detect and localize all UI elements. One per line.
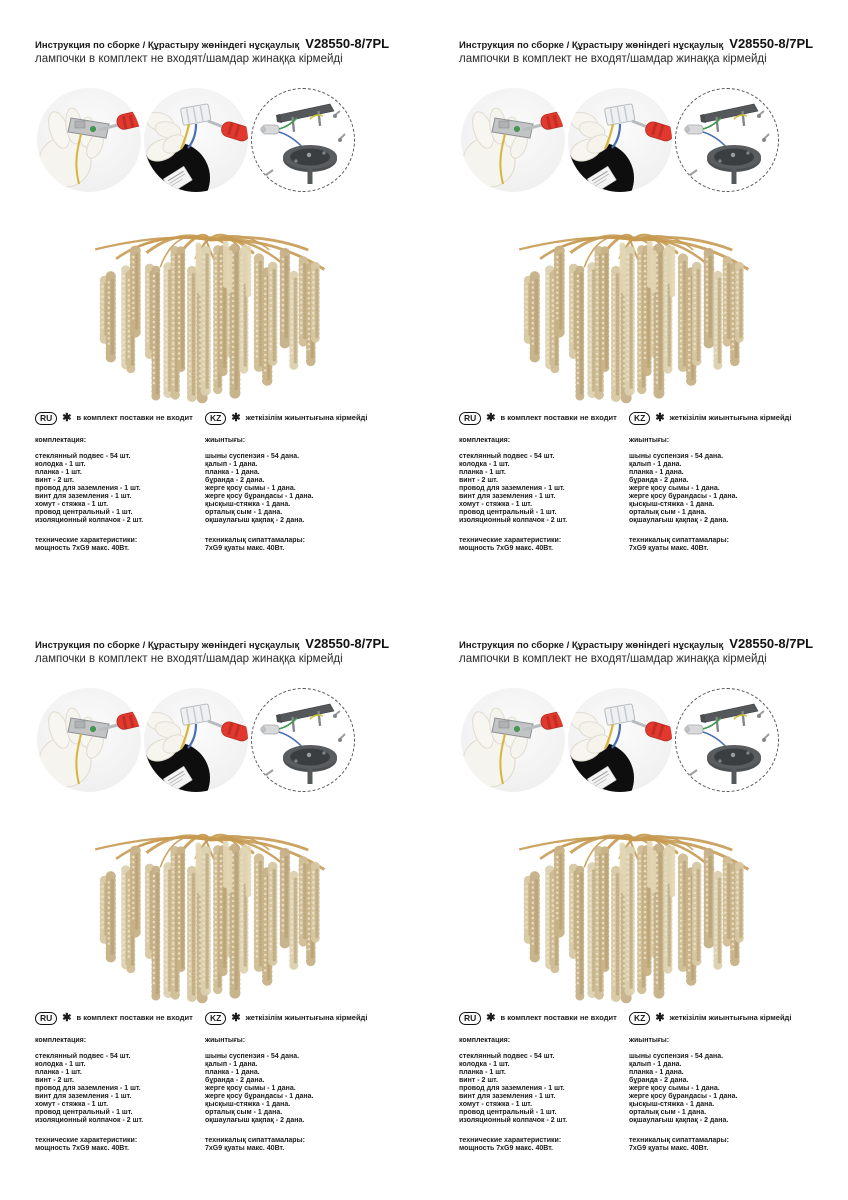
list-item: шыны суспензия - 54 дана.	[629, 1053, 724, 1060]
list-item: оқшаулағыш қақпақ - 2 дана.	[629, 517, 729, 524]
chandelier-product-image	[514, 208, 758, 404]
ru-column	[35, 412, 205, 553]
assembly-step-photo-2	[568, 688, 672, 792]
asterisk-icon: ✱	[655, 1012, 665, 1024]
chandelier-illustration	[514, 208, 758, 404]
list-item: жерге қосу сымы - 1 дана.	[629, 1085, 720, 1092]
list-item: изоляционный колпачок - 2 шт.	[459, 517, 568, 524]
kz-not-included-note: жеткізілім жиынтығына кірмейді	[245, 413, 368, 422]
list-item: хомут - стяжка - 1 шт.	[35, 501, 109, 508]
list-item: қысқыш-стяжка - 1 дана.	[629, 501, 715, 508]
kz-list-title: жиынтығы:	[629, 437, 670, 444]
model-number: V28550-8/7PL	[729, 36, 814, 51]
canopy-cup-icon	[283, 145, 337, 184]
list-item: хомут - стяжка - 1 шт.	[459, 501, 533, 508]
screwdriver-icon	[523, 110, 565, 131]
list-item: провод для заземления - 1 шт.	[459, 485, 565, 492]
list-item: провод центральный - 1 шт.	[459, 509, 557, 516]
list-item: изоляционный колпачок - 2 шт.	[35, 1117, 144, 1124]
list-item: изоляционный колпачок - 2 шт.	[459, 1117, 568, 1124]
list-item: винт для заземления - 1 шт.	[459, 493, 556, 500]
sheet-subtitle: лампочки в комплект не входят/шамдар жинаққа кірмейді	[35, 53, 343, 65]
list-item: хомут - стяжка - 1 шт.	[35, 1101, 109, 1108]
model-number: V28550-8/7PL	[305, 36, 390, 51]
screwdriver-icon	[208, 120, 248, 143]
mounting-diagram	[251, 688, 355, 792]
canopy-cup-icon	[707, 145, 761, 184]
sheet-header	[459, 636, 842, 665]
step2-illustration	[568, 88, 672, 192]
sheet-title: Инструкция по сборке / Құрастыру жөніндегі нұсқаулық	[459, 640, 724, 651]
terminal-block-icon	[604, 104, 635, 126]
parts-lists	[459, 1012, 840, 1153]
list-item: қалып - 1 дана.	[629, 461, 682, 468]
mounting-diagram-illustration	[676, 89, 778, 191]
list-item: шыны суспензия - 54 дана.	[205, 453, 300, 460]
asterisk-icon: ✱	[655, 412, 665, 424]
mounting-diagram	[251, 88, 355, 192]
instruction-sheet	[424, 600, 848, 1200]
screwdriver-icon	[99, 710, 141, 731]
assembly-step-photo-2	[144, 88, 248, 192]
sheet-subtitle: лампочки в комплект не входят/шамдар жинаққа кірмейді	[35, 653, 343, 665]
list-item: колодка - 1 шт.	[35, 1061, 86, 1068]
ru-column	[35, 1012, 205, 1153]
mounting-diagram	[675, 688, 779, 792]
ru-column-header	[35, 1012, 205, 1024]
screwdriver-icon	[632, 720, 672, 743]
step1-illustration	[37, 688, 141, 792]
ru-list-title: комплектация:	[459, 1037, 511, 1044]
ru-parts-list	[459, 453, 629, 525]
list-item: жерге қосу сымы - 1 дана.	[205, 485, 296, 492]
kz-not-included-note: жеткізілім жиынтығына кірмейді	[669, 1013, 792, 1022]
parts-lists	[459, 412, 840, 553]
kz-parts-list	[629, 453, 840, 525]
list-item: стеклянный подвес - 54 шт.	[35, 453, 131, 460]
ru-not-included-note: в комплект поставки не входит	[500, 413, 617, 422]
assembly-step-photo-1	[461, 88, 565, 192]
mounting-bar-icon	[700, 104, 758, 132]
kz-parts-list	[629, 1053, 840, 1125]
sheet-title-line	[35, 36, 418, 51]
terminal-block-icon	[604, 704, 635, 726]
model-number: V28550-8/7PL	[305, 636, 390, 651]
list-item: провод для заземления - 1 шт.	[35, 1085, 141, 1092]
ru-specs-value: мощность 7xG9 макс. 40Вт.	[35, 545, 129, 552]
kz-specs-value: 7xG9 қуаты макс. 40Вт.	[629, 1145, 709, 1152]
ru-column-header	[459, 412, 629, 424]
list-item: стеклянный подвес - 54 шт.	[35, 1053, 131, 1060]
list-item: стеклянный подвес - 54 шт.	[459, 453, 555, 460]
kz-column-header	[629, 412, 840, 424]
parts-lists	[35, 412, 416, 553]
list-item: оқшаулағыш қақпақ - 2 дана.	[629, 1117, 729, 1124]
asterisk-icon: ✱	[486, 1012, 496, 1024]
chandelier-product-image	[514, 808, 758, 1004]
chandelier-illustration	[90, 208, 334, 404]
list-item: провод для заземления - 1 шт.	[459, 1085, 565, 1092]
chandelier-product-image	[90, 808, 334, 1004]
chandelier-product-image	[90, 208, 334, 404]
assembly-steps-row	[461, 688, 779, 792]
list-item: хомут - стяжка - 1 шт.	[459, 1101, 533, 1108]
list-item: орталық сым - 1 дана.	[629, 1109, 707, 1116]
assembly-steps-row	[37, 688, 355, 792]
ru-badge: RU	[459, 412, 481, 425]
mounting-bar-icon	[700, 704, 758, 732]
mounting-diagram-illustration	[252, 689, 354, 791]
ru-not-included-note: в комплект поставки не входит	[76, 413, 193, 422]
ru-parts-list	[35, 453, 205, 525]
list-item: стеклянный подвес - 54 шт.	[459, 1053, 555, 1060]
ru-list-title: комплектация:	[459, 437, 511, 444]
kz-column	[629, 412, 840, 553]
terminal-block-icon	[685, 125, 703, 134]
list-item: қалып - 1 дана.	[205, 1061, 258, 1068]
assembly-step-photo-2	[568, 88, 672, 192]
ru-parts-list	[459, 1053, 629, 1125]
kz-specs-title: техникалық сипаттамалары:	[205, 1137, 305, 1144]
ru-specs-value: мощность 7xG9 макс. 40Вт.	[35, 1145, 129, 1152]
ru-column-header	[35, 412, 205, 424]
canopy-cup-icon	[707, 745, 761, 784]
kz-badge: KZ	[629, 1012, 650, 1025]
kz-badge: KZ	[629, 412, 650, 425]
list-item: шыны суспензия - 54 дана.	[205, 1053, 300, 1060]
list-item: колодка - 1 шт.	[35, 461, 86, 468]
asterisk-icon: ✱	[486, 412, 496, 424]
ru-column	[459, 1012, 629, 1153]
list-item: провод центральный - 1 шт.	[459, 1109, 557, 1116]
terminal-block-icon	[261, 725, 279, 734]
sheet-header	[35, 36, 418, 65]
list-item: қысқыш-стяжка - 1 дана.	[205, 1101, 291, 1108]
sheet-title: Инструкция по сборке / Құрастыру жөніндегі нұсқаулық	[35, 40, 300, 51]
list-item: жерге қосу бұрандасы - 1 дана.	[205, 1093, 314, 1100]
list-item: изоляционный колпачок - 2 шт.	[35, 517, 144, 524]
ru-specs-value: мощность 7xG9 макс. 40Вт.	[459, 1145, 553, 1152]
ru-badge: RU	[35, 412, 57, 425]
list-item: қалып - 1 дана.	[205, 461, 258, 468]
kz-specs-title: техникалық сипаттамалары:	[629, 537, 729, 544]
mounting-bar-icon	[276, 704, 334, 732]
sheet-subtitle: лампочки в комплект не входят/шамдар жинаққа кірмейді	[459, 53, 767, 65]
list-item: бұранда - 2 дана.	[629, 1077, 689, 1084]
list-item: планка - 1 шт.	[35, 469, 82, 476]
assembly-steps-row	[461, 88, 779, 192]
list-item: винт для заземления - 1 шт.	[35, 1093, 132, 1100]
list-item: провод центральный - 1 шт.	[35, 509, 133, 516]
kz-list-title: жиынтығы:	[205, 1037, 246, 1044]
list-item: планка - 1 шт.	[35, 1069, 82, 1076]
kz-specs-value: 7xG9 қуаты макс. 40Вт.	[629, 545, 709, 552]
asterisk-icon: ✱	[62, 412, 72, 424]
canopy-cup-icon	[283, 745, 337, 784]
list-item: оқшаулағыш қақпақ - 2 дана.	[205, 517, 305, 524]
kz-list-title: жиынтығы:	[205, 437, 246, 444]
assembly-step-photo-1	[461, 688, 565, 792]
list-item: винт для заземления - 1 шт.	[459, 1093, 556, 1100]
list-item: орталық сым - 1 дана.	[629, 509, 707, 516]
assembly-step-photo-2	[144, 688, 248, 792]
list-item: планка - 1 дана.	[205, 469, 260, 476]
terminal-block-icon	[180, 704, 211, 726]
list-item: орталық сым - 1 дана.	[205, 509, 283, 516]
list-item: қалып - 1 дана.	[629, 1061, 682, 1068]
assembly-steps-row	[37, 88, 355, 192]
list-item: бұранда - 2 дана.	[205, 477, 265, 484]
step2-illustration	[568, 688, 672, 792]
list-item: винт - 2 шт.	[35, 477, 74, 484]
list-item: орталық сым - 1 дана.	[205, 1109, 283, 1116]
ru-specs-title: технические характеристики:	[459, 537, 562, 544]
list-item: шыны суспензия - 54 дана.	[629, 453, 724, 460]
list-item: оқшаулағыш қақпақ - 2 дана.	[205, 1117, 305, 1124]
sheet-title: Инструкция по сборке / Құрастыру жөніндегі нұсқаулық	[35, 640, 300, 651]
ru-list-title: комплектация:	[35, 437, 87, 444]
kz-list-title: жиынтығы:	[629, 1037, 670, 1044]
asterisk-icon: ✱	[231, 1012, 241, 1024]
list-item: бұранда - 2 дана.	[629, 477, 689, 484]
list-item: жерге қосу бұрандасы - 1 дана.	[629, 1093, 738, 1100]
list-item: жерге қосу бұрандасы - 1 дана.	[205, 493, 314, 500]
terminal-block-icon	[180, 104, 211, 126]
list-item: жерге қосу сымы - 1 дана.	[629, 485, 720, 492]
kz-specs-value: 7xG9 қуаты макс. 40Вт.	[205, 545, 285, 552]
list-item: планка - 1 дана.	[629, 469, 684, 476]
list-item: винт - 2 шт.	[459, 477, 498, 484]
chandelier-illustration	[90, 808, 334, 1004]
kz-specs-title: техникалық сипаттамалары:	[629, 1137, 729, 1144]
model-number: V28550-8/7PL	[729, 636, 814, 651]
ru-specs-value: мощность 7xG9 макс. 40Вт.	[459, 545, 553, 552]
list-item: винт - 2 шт.	[459, 1077, 498, 1084]
kz-column	[205, 412, 416, 553]
list-item: провод для заземления - 1 шт.	[35, 485, 141, 492]
list-item: жерге қосу бұрандасы - 1 дана.	[629, 493, 738, 500]
terminal-block-icon	[685, 725, 703, 734]
ru-column	[459, 412, 629, 553]
screwdriver-icon	[523, 710, 565, 731]
kz-parts-list	[205, 453, 416, 525]
ru-specs-title: технические характеристики:	[35, 1137, 138, 1144]
sheet-subtitle: лампочки в комплект не входят/шамдар жинаққа кірмейді	[459, 653, 767, 665]
list-item: винт - 2 шт.	[35, 1077, 74, 1084]
list-item: планка - 1 шт.	[459, 1069, 506, 1076]
ru-specs-title: технические характеристики:	[459, 1137, 562, 1144]
ru-not-included-note: в комплект поставки не входит	[500, 1013, 617, 1022]
list-item: провод центральный - 1 шт.	[35, 1109, 133, 1116]
kz-column-header	[205, 412, 416, 424]
mounting-diagram-illustration	[676, 689, 778, 791]
kz-column-header	[629, 1012, 840, 1024]
parts-lists	[35, 1012, 416, 1153]
sheet-title-line	[459, 636, 842, 651]
list-item: планка - 1 дана.	[205, 1069, 260, 1076]
ru-list-title: комплектация:	[35, 1037, 87, 1044]
mounting-bar-icon	[276, 104, 334, 132]
kz-not-included-note: жеткізілім жиынтығына кірмейді	[245, 1013, 368, 1022]
kz-column	[629, 1012, 840, 1153]
sheet-title-line	[35, 636, 418, 651]
list-item: винт для заземления - 1 шт.	[35, 493, 132, 500]
sheet-title: Инструкция по сборке / Құрастыру жөніндегі нұсқаулық	[459, 40, 724, 51]
list-item: колодка - 1 шт.	[459, 461, 510, 468]
asterisk-icon: ✱	[62, 1012, 72, 1024]
assembly-step-photo-1	[37, 688, 141, 792]
instruction-sheet	[0, 0, 424, 600]
mounting-diagram-illustration	[252, 89, 354, 191]
sheet-header	[459, 36, 842, 65]
assembly-step-photo-1	[37, 88, 141, 192]
step1-illustration	[37, 88, 141, 192]
sheet-header	[35, 636, 418, 665]
kz-column-header	[205, 1012, 416, 1024]
list-item: планка - 1 дана.	[629, 1069, 684, 1076]
screwdriver-icon	[99, 110, 141, 131]
list-item: бұранда - 2 дана.	[205, 1077, 265, 1084]
ru-badge: RU	[35, 1012, 57, 1025]
step1-illustration	[461, 688, 565, 792]
list-item: колодка - 1 шт.	[459, 1061, 510, 1068]
ru-badge: RU	[459, 1012, 481, 1025]
asterisk-icon: ✱	[231, 412, 241, 424]
terminal-block-icon	[261, 125, 279, 134]
kz-badge: KZ	[205, 1012, 226, 1025]
ru-parts-list	[35, 1053, 205, 1125]
kz-specs-value: 7xG9 қуаты макс. 40Вт.	[205, 1145, 285, 1152]
chandelier-illustration	[514, 808, 758, 1004]
list-item: жерге қосу сымы - 1 дана.	[205, 1085, 296, 1092]
screwdriver-icon	[632, 120, 672, 143]
step2-illustration	[144, 88, 248, 192]
screwdriver-icon	[208, 720, 248, 743]
sheet-title-line	[459, 36, 842, 51]
kz-parts-list	[205, 1053, 416, 1125]
instruction-sheet	[424, 0, 848, 600]
list-item: қысқыш-стяжка - 1 дана.	[205, 501, 291, 508]
ru-column-header	[459, 1012, 629, 1024]
step1-illustration	[461, 88, 565, 192]
instruction-sheet	[0, 600, 424, 1200]
ru-specs-title: технические характеристики:	[35, 537, 138, 544]
kz-specs-title: техникалық сипаттамалары:	[205, 537, 305, 544]
list-item: планка - 1 шт.	[459, 469, 506, 476]
kz-column	[205, 1012, 416, 1153]
kz-badge: KZ	[205, 412, 226, 425]
list-item: қысқыш-стяжка - 1 дана.	[629, 1101, 715, 1108]
step2-illustration	[144, 688, 248, 792]
mounting-diagram	[675, 88, 779, 192]
ru-not-included-note: в комплект поставки не входит	[76, 1013, 193, 1022]
kz-not-included-note: жеткізілім жиынтығына кірмейді	[669, 413, 792, 422]
